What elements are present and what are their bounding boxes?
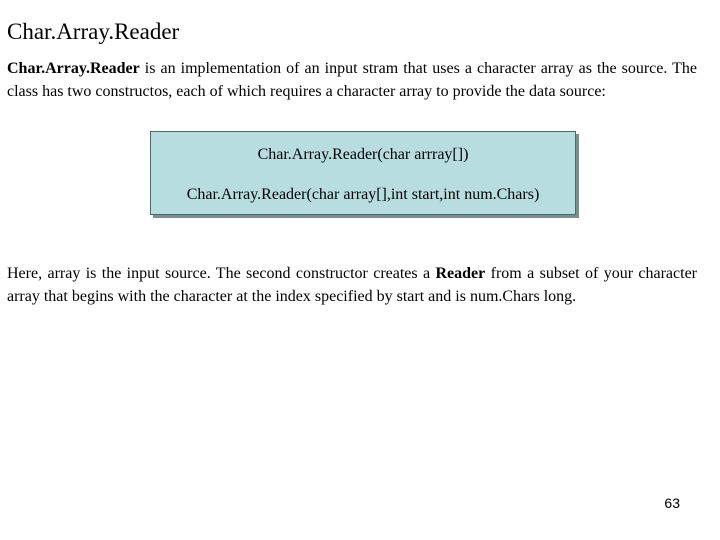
body-text-before: Here, array is the input source. The second constructor creates a: [7, 265, 436, 282]
intro-paragraph: [7, 57, 697, 103]
body-term: Reader: [435, 265, 486, 282]
constructor-signature-1: Char.Array.Reader(char arrray[]): [257, 146, 469, 163]
body-text-after: from a subset of your character array that begins with the character at the index specified by start and is num.Chars long.: [7, 265, 698, 305]
body-paragraph: [7, 262, 697, 308]
constructor-box: [150, 131, 576, 215]
constructor-signature-2: Char.Array.Reader(char array[],int start,int num.Chars): [186, 186, 540, 203]
intro-text: is an implementation of an input stram that uses a character array as the source. The class has two constructos, each of which requires a character array to provide the data source:: [7, 60, 697, 100]
slide-title: Char.Array.Reader: [7, 19, 180, 44]
intro-term: Char.Array.Reader: [7, 60, 140, 77]
page-number: 63: [664, 495, 680, 511]
